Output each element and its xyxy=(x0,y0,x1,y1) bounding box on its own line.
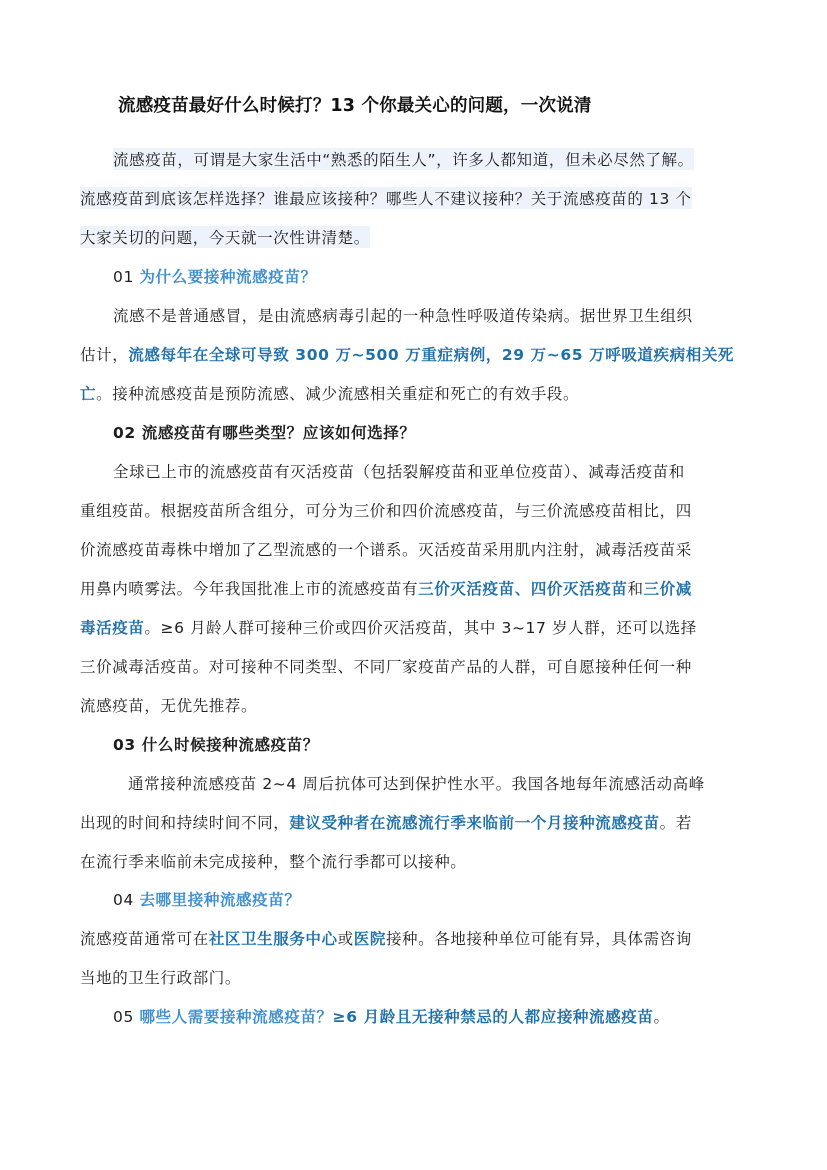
intro-line-3: 大家关切的问题，今天就一次性讲清楚。 xyxy=(80,226,370,248)
q02-conjunction: 和 xyxy=(627,580,644,598)
q03-paragraph-line-1: 通常接种流感疫苗 2~4 周后抗体可达到保护性水平。我国各地每年流感活动高峰 xyxy=(128,775,705,793)
q04-highlight-hospital: 医院 xyxy=(353,930,386,948)
q02-paragraph-line-1: 全球已上市的流感疫苗有灭活疫苗（包括裂解疫苗和亚单位疫苗）、减毒活疫苗和 xyxy=(113,463,685,481)
question-01-title: 为什么要接种流感疫苗？ xyxy=(139,268,317,286)
q01-text: 估计， xyxy=(80,346,129,364)
q01-paragraph-line-3 xyxy=(80,382,579,404)
question-05-title: 哪些人需要接种流感疫苗？ xyxy=(139,1008,333,1026)
question-01-number: 01 xyxy=(113,268,140,286)
q02-highlight-live-attenuated-end: 毒活疫苗 xyxy=(80,619,145,637)
q02-paragraph-line-6: 三价减毒活疫苗。对可接种不同类型、不同厂家疫苗产品的人群，可自愿接种任何一种 xyxy=(80,658,692,676)
q01-text-end: 。接种流感疫苗是预防流感、减少流感相关重症和死亡的有效手段。 xyxy=(96,385,580,403)
q02-paragraph-line-5 xyxy=(80,616,697,638)
q03-paragraph-line-3: 在流行季来临前未完成接种，整个流行季都可以接种。 xyxy=(80,853,467,871)
q04-conjunction: 或 xyxy=(337,930,354,948)
q02-text: 用鼻内喷雾法。今年我国批准上市的流感疫苗有 xyxy=(80,580,419,598)
q01-highlight-end: 亡 xyxy=(80,385,97,403)
q02-paragraph-line-4 xyxy=(80,577,692,599)
q01-paragraph-line-1: 流感不是普通感冒，是由流感病毒引起的一种急性呼吸道传染病。据世界卫生组织 xyxy=(113,307,693,325)
q02-separator: 、 xyxy=(514,580,531,598)
question-05-heading xyxy=(113,1005,670,1027)
q02-paragraph-line-3: 价流感疫苗毒株中增加了乙型流感的一个谱系。灭活疫苗采用肌内注射，减毒活疫苗采 xyxy=(80,541,692,559)
q02-paragraph-line-2: 重组疫苗。根据疫苗所含组分，可分为三价和四价流感疫苗，与三价流感疫苗相比，四 xyxy=(80,502,692,520)
q01-paragraph-line-2 xyxy=(80,343,734,365)
intro-line-1: 流感疫苗，可谓是大家生活中“熟悉的陌生人”，许多人都知道，但未必尽然了解。 xyxy=(113,148,694,170)
question-05-number: 05 xyxy=(113,1008,140,1026)
q02-text-age: 。≥6 月龄人群可接种三价或四价灭活疫苗，其中 3~17 岁人群，还可以选择 xyxy=(144,619,697,637)
q02-highlight-quadrivalent-inactivated: 四价灭活疫苗 xyxy=(530,580,628,598)
q04-paragraph-line-2: 当地的卫生行政部门。 xyxy=(80,969,242,987)
question-05-end: 。 xyxy=(653,1008,670,1026)
q01-highlight: 流感每年在全球可导致 300 万~500 万重症病例，29 万~65 万呼吸道疾病相关死 xyxy=(128,346,735,364)
question-04-number: 04 xyxy=(113,891,140,909)
question-05-answer: ≥6 月龄且无接种禁忌的人都应接种流感疫苗 xyxy=(332,1008,654,1026)
q02-highlight-live-attenuated-start: 三价减 xyxy=(643,580,692,598)
q04-text-end: 接种。各地接种单位可能有异，具体需咨询 xyxy=(385,930,692,948)
page-title: 流感疫苗最好什么时候打？13 个你最关心的问题，一次说清 xyxy=(118,96,592,116)
question-02-heading: 02 流感疫苗有哪些类型？应该如何选择？ xyxy=(113,424,416,442)
q03-highlight: 建议受种者在流感流行季来临前一个月接种流感疫苗 xyxy=(289,814,660,832)
intro-line-2: 流感疫苗到底该怎样选择？谁最应该接种？哪些人不建议接种？关于流感疫苗的 13 个 xyxy=(80,187,692,209)
q03-text: 出现的时间和持续时间不同， xyxy=(80,814,290,832)
q04-paragraph-line-1 xyxy=(80,927,692,949)
q02-paragraph-line-7: 流感疫苗，无优先推荐。 xyxy=(80,697,258,715)
q03-text-end: 。若 xyxy=(659,814,692,832)
question-04-heading xyxy=(113,888,300,910)
q03-paragraph-line-2 xyxy=(80,811,692,833)
question-04-title: 去哪里接种流感疫苗？ xyxy=(139,891,301,909)
question-03-heading: 03 什么时候接种流感疫苗？ xyxy=(113,736,319,754)
q04-text: 流感疫苗通常可在 xyxy=(80,930,209,948)
q02-highlight-trivalent-inactivated: 三价灭活疫苗 xyxy=(418,580,515,598)
q04-highlight-community-center: 社区卫生服务中心 xyxy=(208,930,338,948)
question-01-heading xyxy=(113,265,317,287)
